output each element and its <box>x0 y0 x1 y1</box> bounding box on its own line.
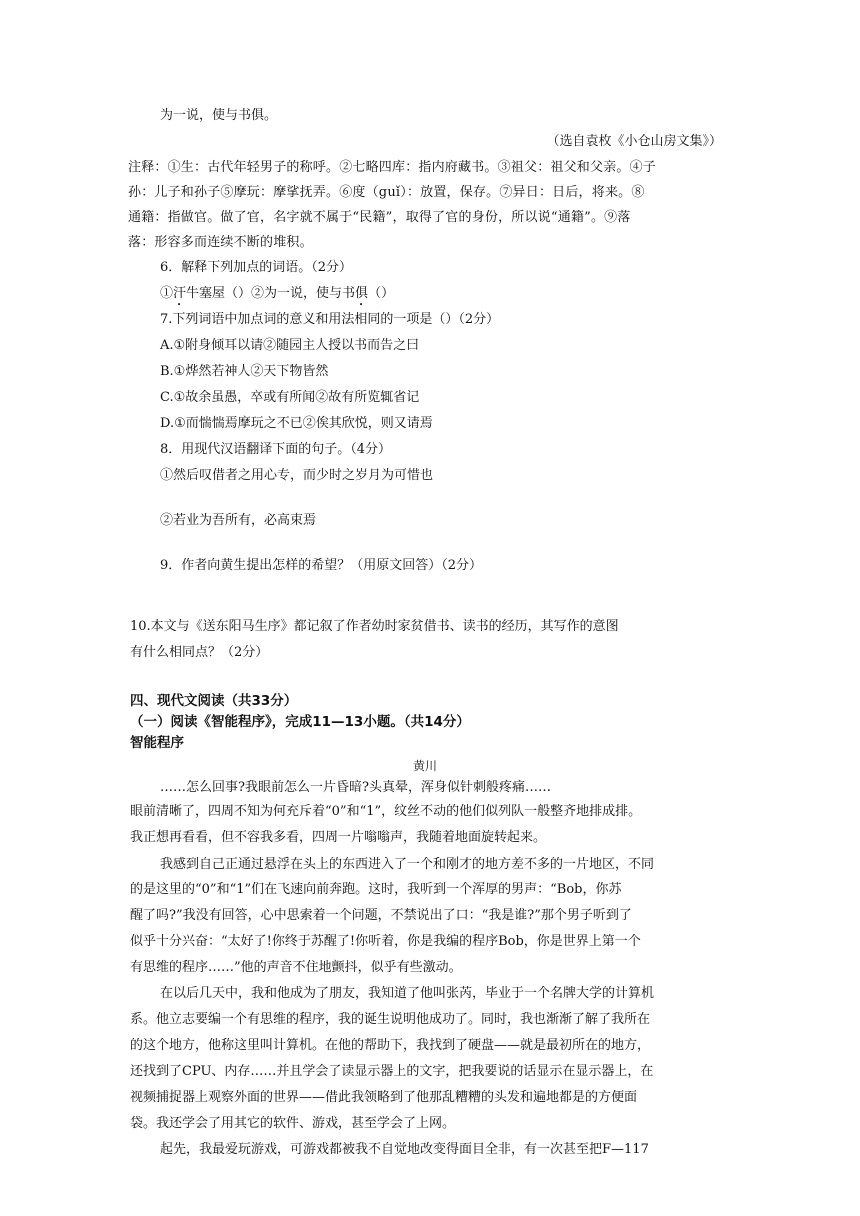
question-7-option-b: B.①烨然若神人②天下物皆然 <box>160 364 329 379</box>
question-7-option-a: A.①附身倾耳以请②随园主人授以书而告之曰 <box>160 338 420 353</box>
story-line: 似乎十分兴奋：“太好了!你终于苏醒了!你听着，你是我编的程序Bob，你是世界上第一个 <box>130 934 641 949</box>
story-line: 的这个地方，他称这里叫计算机。在他的帮助下，我找到了硬盘——就是最初所在的地方， <box>130 1038 651 1053</box>
story-line: 袋。我还学会了用其它的软件、游戏，甚至学会了上网。 <box>130 1116 456 1131</box>
story-line: 视频捕捉器上观察外面的世界——借此我领略到了他那乱糟糟的头发和遍地都是的方便面 <box>130 1090 638 1105</box>
story-line: 起先，我最爱玩游戏，可游戏都被我不自觉地改变得面目全非，有一次甚至把F—117 <box>160 1142 649 1157</box>
story-line: 在以后几天中，我和他成为了朋友，我知道了他叫张芮，毕业于一个名牌大学的计算机 <box>160 986 655 1001</box>
q6-part2-post: （） <box>368 286 395 301</box>
story-title: 智能程序 <box>130 735 184 751</box>
story-line: 我感到自己正通过悬浮在头上的东西进入了一个和刚才的地方差不多的一片地区，不同 <box>160 857 655 872</box>
story-line: 有思维的程序……”他的声音不住地颤抖，似乎有些激动。 <box>130 960 462 975</box>
story-author: 黄川 <box>413 759 438 773</box>
question-10-line-1: 10.本文与《送东阳马生序》都记叙了作者幼时家贫借书、读书的经历，其写作的意图 <box>130 619 619 634</box>
story-line: 的是这里的“0”和“1”们在飞速向前奔跑。这时，我听到一个浑厚的男声：“Bob，你苏 <box>130 882 622 897</box>
subsection-heading: （一）阅读《智能程序》，完成11—13小题。（共14分） <box>130 714 470 730</box>
question-8-prompt: 8．用现代汉语翻译下面的句子。（4分） <box>160 442 392 457</box>
passage-end: 为一说，使与书俱。 <box>160 108 278 123</box>
q6-part1-pre: ① <box>160 286 174 301</box>
question-6-prompt: 6．解释下列加点的词语。（2分） <box>160 260 353 275</box>
q6-part1-post: 牛塞屋（）②为一说，使与书 <box>186 286 356 301</box>
dotted-word: 俱 <box>355 286 369 301</box>
note-line: 孙：儿子和孙子⑤摩玩：摩挲抚弄。⑥度（guǐ）：放置，保存。⑦异日：日后，将来。⑧ <box>128 185 645 200</box>
question-8-sentence-1: ①然后叹借者之用心专，而少时之岁月为可惜也 <box>160 468 434 483</box>
question-10-line-2: 有什么相同点？（2分） <box>130 645 269 660</box>
question-7-option-d: D.①而惴惴焉摩玩之不已②俟其欣悦，则又请焉 <box>160 416 433 431</box>
story-line: 醒了吗?”我没有回答，心中思索着一个问题，不禁说出了口：“我是谁?”那个男子听到了 <box>130 908 632 923</box>
question-7-prompt: 7.下列词语中加点词的意义和用法相同的一项是（）（2分） <box>160 312 500 327</box>
question-6-items <box>160 286 394 309</box>
story-line: 系。他立志要编一个有思维的程序，我的诞生说明他成功了。同时，我也渐渐了解了我所在 <box>130 1012 651 1027</box>
note-line: 通籍：指做官。做了官，名字就不属于“民籍”，取得了官的身份，所以说“通籍”。⑨落 <box>128 210 631 225</box>
note-line: 注释：①生：古代年轻男子的称呼。②七略四库：指内府藏书。③祖父：祖父和父亲。④子 <box>128 160 657 175</box>
dotted-word: 汗 <box>173 286 187 301</box>
story-line: 我正想再看看，但不容我多看，四周一片嗡嗡声，我随着地面旋转起来。 <box>130 830 547 845</box>
question-9: 9．作者向黄生提出怎样的希望？（用原文回答）（2分） <box>160 558 483 573</box>
source-citation: （选自袁枚《小仓山房文集》） <box>546 134 722 149</box>
story-line: ……怎么回事?我眼前怎么一片昏暗?头真晕，浑身似针刺般疼痛…… <box>160 780 551 795</box>
note-line: 落：形容多而连续不断的堆积。 <box>128 235 313 250</box>
story-line: 还找到了CPU、内存……并且学会了读显示器上的文字，把我要说的话显示在显示器上，在 <box>130 1064 654 1079</box>
question-8-sentence-2: ②若业为吾所有，必高束焉 <box>160 513 317 528</box>
section-heading: 四、现代文阅读（共33分） <box>130 693 298 709</box>
question-7-option-c: C.①故余虽愚，卒或有所闻②故有所览辄省记 <box>160 390 420 405</box>
story-line: 眼前清晰了，四周不知为何充斥着“0”和“1”，纹丝不动的他们似列队一般整齐地排成排。 <box>130 804 642 819</box>
